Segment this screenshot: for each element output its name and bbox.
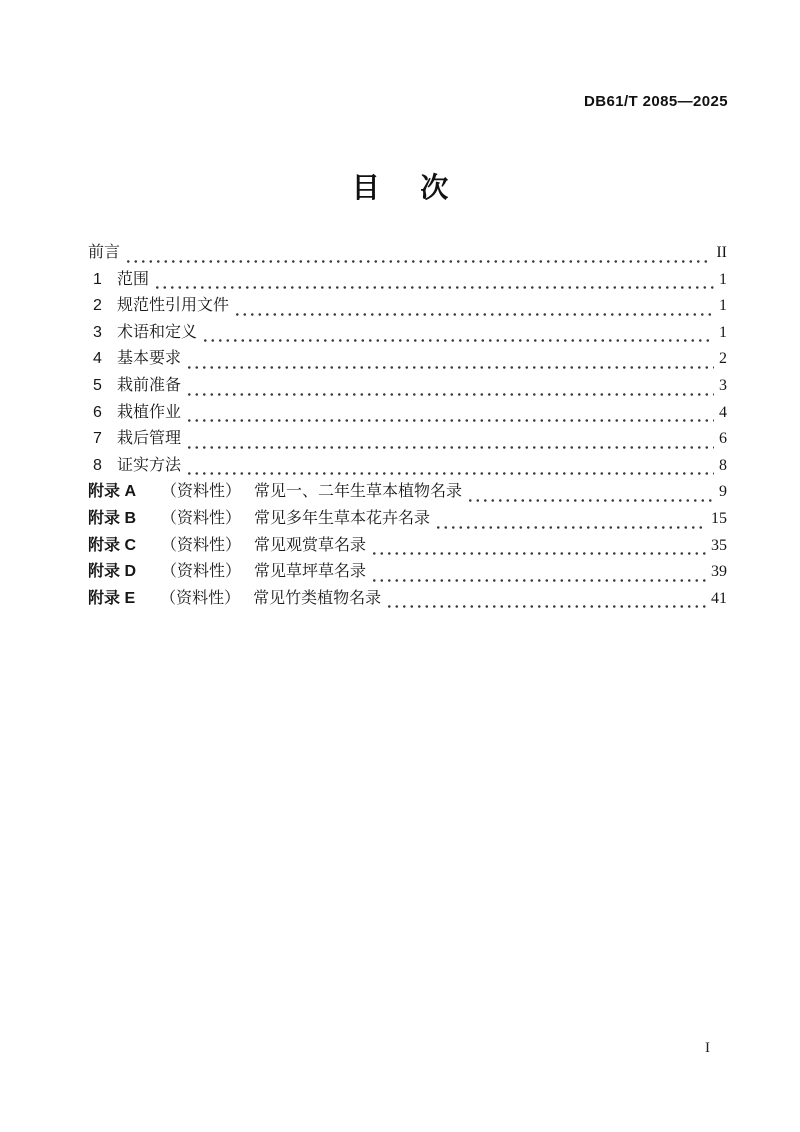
- toc-entry-appendix-b: [88, 506, 727, 533]
- page-title-text: 目次: [351, 172, 489, 203]
- toc-entry-title: 栽前准备: [117, 376, 182, 394]
- toc-entry-number: 6: [93, 403, 102, 421]
- dot-leader: [156, 286, 714, 289]
- toc-entry-title: 常见草坪草名录: [254, 563, 367, 581]
- toc-appendix-kind: （资料性）: [161, 536, 242, 554]
- dot-leader: [236, 313, 714, 316]
- toc-entry-title: 常见一、二年生草本植物名录: [254, 483, 463, 501]
- toc-appendix-kind: （资料性）: [161, 483, 242, 501]
- toc-entry-number: 1: [93, 270, 102, 288]
- toc-entry-title: 栽后管理: [117, 430, 182, 448]
- dot-leader: [188, 446, 714, 449]
- toc-entry-title: 常见观赏草名录: [254, 536, 367, 554]
- toc-entry-page: 39: [711, 563, 727, 581]
- toc-entry-appendix-d: [88, 559, 727, 586]
- toc-entry-appendix-c: [88, 533, 727, 560]
- dot-leader: [388, 605, 706, 608]
- folio-page-number: I: [705, 1040, 710, 1056]
- toc-entry-clause-3: [88, 320, 727, 347]
- toc-entry-title: 范围: [117, 270, 150, 288]
- toc-entry-page: 15: [711, 509, 727, 527]
- toc-entry-title: 证实方法: [117, 456, 182, 474]
- toc-appendix-label: 附录 C: [88, 536, 137, 554]
- toc-entry-appendix-e: [88, 586, 727, 613]
- toc-entry-number: 8: [93, 456, 102, 474]
- toc-entry-title: 术语和定义: [117, 323, 198, 341]
- toc-entry-clause-1: [88, 267, 727, 294]
- toc-entry-title: 前言: [88, 244, 121, 261]
- toc-entry-number: 5: [93, 376, 102, 394]
- toc-entry-page: 4: [719, 403, 727, 421]
- standard-number: DB61/T 2085—2025: [584, 93, 728, 110]
- toc-appendix-kind: （资料性）: [161, 509, 242, 527]
- dot-leader: [127, 260, 711, 263]
- toc-appendix-kind: （资料性）: [161, 563, 242, 581]
- toc-entry-clause-6: [88, 400, 727, 427]
- toc-entry-clause-4: [88, 346, 727, 373]
- toc-entry-number: 7: [93, 430, 102, 448]
- toc-entry-page: 9: [719, 483, 727, 501]
- toc-appendix-label: 附录 B: [88, 509, 137, 527]
- toc-entry-clause-8: [88, 453, 727, 480]
- toc-appendix-label: 附录 D: [88, 563, 137, 581]
- toc-entry-page: 3: [719, 376, 727, 394]
- page-title: [0, 172, 800, 204]
- toc-entry-page: 1: [719, 297, 727, 315]
- toc-appendix-label: 附录 E: [88, 589, 136, 607]
- toc-entry-page: 2: [719, 350, 727, 368]
- dot-leader: [373, 552, 706, 555]
- toc-appendix-label: 附录 A: [88, 483, 137, 501]
- toc-entry-foreword: [88, 240, 727, 267]
- table-of-contents: [88, 240, 727, 612]
- toc-entry-page: II: [716, 244, 727, 261]
- toc-entry-title: 栽植作业: [117, 403, 182, 421]
- toc-entry-page: 41: [711, 589, 727, 607]
- toc-entry-page: 35: [711, 536, 727, 554]
- toc-entry-page: 8: [719, 456, 727, 474]
- toc-entry-page: 6: [719, 430, 727, 448]
- toc-entry-page: 1: [719, 270, 727, 288]
- toc-entry-title: 常见竹类植物名录: [253, 589, 382, 607]
- toc-entry-title: 基本要求: [117, 350, 182, 368]
- dot-leader: [373, 579, 706, 582]
- dot-leader: [188, 419, 714, 422]
- toc-entry-clause-7: [88, 426, 727, 453]
- dot-leader: [188, 393, 714, 396]
- dot-leader: [437, 526, 706, 529]
- toc-entry-appendix-a: [88, 479, 727, 506]
- toc-entry-clause-5: [88, 373, 727, 400]
- toc-entry-number: 2: [93, 297, 102, 315]
- toc-entry-title: 规范性引用文件: [117, 297, 230, 315]
- toc-appendix-kind: （资料性）: [160, 589, 241, 607]
- toc-entry-page: 1: [719, 323, 727, 341]
- dot-leader: [188, 366, 714, 369]
- toc-entry-title: 常见多年生草本花卉名录: [254, 509, 431, 527]
- toc-entry-clause-2: [88, 293, 727, 320]
- dot-leader: [204, 339, 714, 342]
- toc-entry-number: 4: [93, 350, 102, 368]
- dot-leader: [469, 499, 714, 502]
- dot-leader: [188, 472, 714, 475]
- toc-entry-number: 3: [93, 323, 102, 341]
